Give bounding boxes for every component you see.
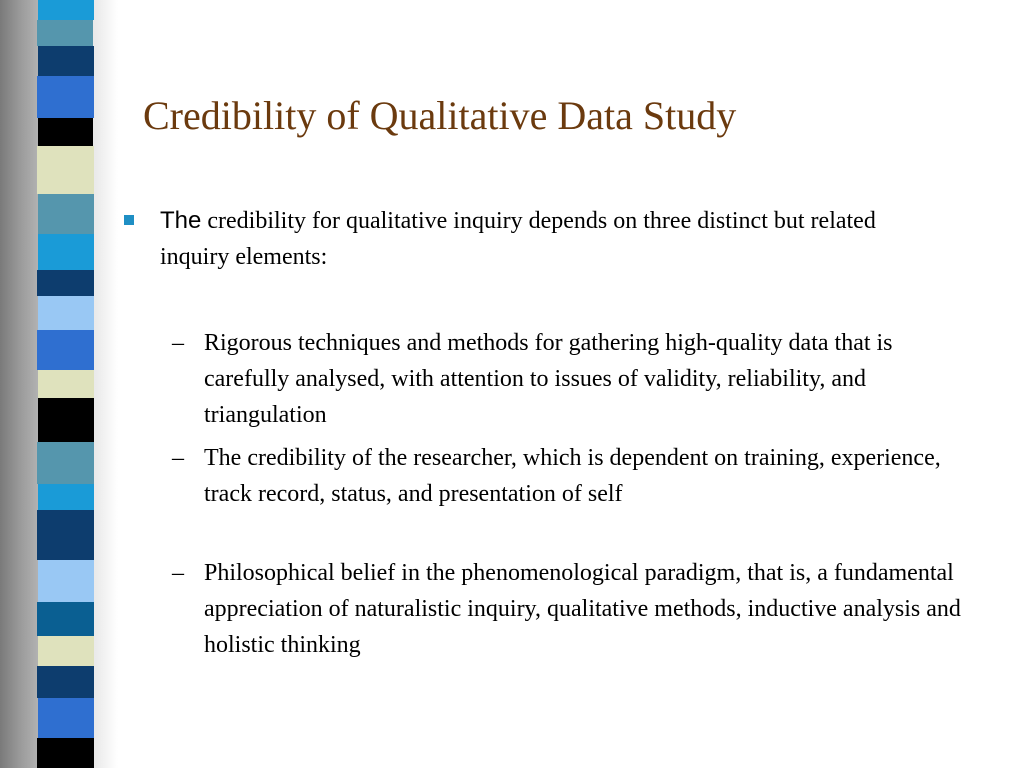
strip-band: [38, 698, 94, 738]
dash-bullet-icon: –: [172, 445, 184, 471]
strip-band: [37, 602, 94, 636]
dash-bullet-icon: –: [172, 330, 184, 356]
strip-band: [37, 76, 94, 118]
strip-band: [37, 666, 94, 698]
strip-band: [38, 194, 94, 234]
sub-bullet-2: The credibility of the researcher, which is dependent on training, experience, track record, status, and presentation of self: [204, 445, 941, 507]
strip-band: [38, 46, 94, 76]
sub-bullet-1: Rigorous techniques and methods for gathering high-quality data that is carefully analysed, with attention to issues of validity, reliability, and triangulation: [204, 330, 893, 428]
strip-band: [38, 484, 94, 510]
main-bullet-body: credibility for qualitative inquiry depends on three distinct but related inquiry elements:: [160, 208, 876, 270]
strip-band: [38, 0, 94, 20]
strip-band: [37, 510, 94, 560]
sub-bullet-3: Philosophical belief in the phenomenological paradigm, that is, a fundamental appreciation of naturalistic inquiry, qualitative methods, inductive analysis and holistic thinking: [204, 560, 961, 658]
decorative-color-strip: [0, 0, 68, 768]
square-bullet-icon: [124, 215, 134, 225]
strip-band: [37, 270, 94, 296]
strip-band: [37, 442, 94, 484]
strip-band: [38, 234, 94, 270]
strip-band: [38, 118, 93, 146]
strip-band: [38, 296, 94, 330]
strip-band: [38, 636, 94, 666]
strip-band: [37, 738, 94, 768]
dash-bullet-icon: –: [172, 560, 184, 586]
main-bullet-text: [160, 203, 950, 275]
strip-band: [38, 560, 94, 602]
strip-band: [37, 330, 94, 370]
strip-band: [37, 20, 93, 46]
strip-band: [37, 146, 94, 194]
strip-band: [38, 398, 94, 442]
strip-band: [38, 370, 94, 398]
main-bullet-lead: The: [160, 207, 202, 234]
slide-title: Credibility of Qualitative Data Study: [143, 93, 737, 138]
